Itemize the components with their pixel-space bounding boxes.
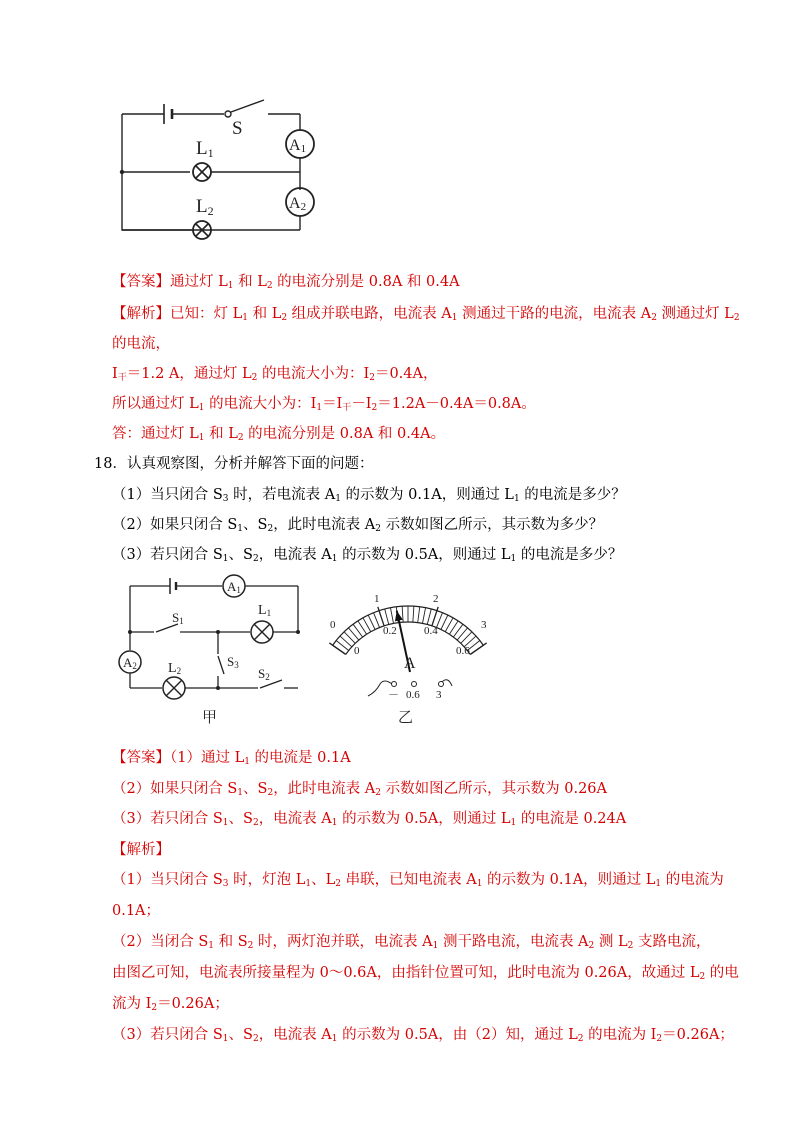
q18-analysis-line-2: 0.1A； <box>112 903 161 919</box>
jia-a1-label: A <box>227 579 237 594</box>
q17-analysis-line-2: 的电流， <box>112 336 170 352</box>
svg-text:L2: L2 <box>168 661 182 676</box>
q18-question: 18．认真观察图，分析并解答下面的问题： <box>94 456 374 472</box>
q18-analysis-line-3: （2）当闭合 $S_1$ 和 $S_2$ 时，两灯泡并联，电流表 $A_1$ 测干路电流，电流表 $A_2$ 测 $L_2$ 支路电流， <box>112 934 711 951</box>
svg-text:S3: S3 <box>227 654 239 670</box>
q17-analysis-line-4: 所以通过灯 $L_1$ 的电流大小为：$I_1=I_干-I_2=1.2A-0.4A=0.8A$。 <box>112 396 536 413</box>
caption-jia: 甲 <box>202 708 218 726</box>
svg-text:A2: A2 <box>123 655 137 671</box>
svg-text:A1: A1 <box>227 579 241 595</box>
ammeter-dial-figure-yi <box>318 580 498 730</box>
dial-tick <box>413 606 414 622</box>
svg-text:L2: L2 <box>196 196 214 218</box>
answer-tag: 【答案】 <box>112 274 170 290</box>
ammeter-a1-label: A <box>289 137 301 154</box>
jia-s1-label: S <box>172 610 180 625</box>
q18-analysis-line-5: 流为 $I_2=0.26A$； <box>112 996 229 1013</box>
outer-scale-3: 3 <box>481 619 487 631</box>
jia-s3-label: S <box>227 654 235 669</box>
caption-yi: 乙 <box>398 708 414 726</box>
q17-answer-text: 通过灯 $L_1$ 和 $L_2$ 的电流分别是 0.8A 和 0.4A <box>170 274 460 291</box>
q18-sub-question-3: （3）若只闭合 $S_1$、$S_2$，电流表 $A_1$ 的示数为 0.5A，则通过 $L_1$ 的电流是多少？ <box>112 547 623 564</box>
jia-l2-label: L <box>168 661 177 676</box>
svg-text:A2: A2 <box>289 195 307 213</box>
svg-text:S <box>232 118 243 139</box>
dial-tick <box>374 613 380 628</box>
q17-conclusion: 答：通过灯 $L_1$ 和 $L_2$ 的电流分别是 0.8A 和 0.4A。 <box>112 426 446 443</box>
lamp-l1-label: L <box>196 138 208 159</box>
jia-s2-label: S <box>258 666 266 681</box>
jia-l1-label: L <box>258 603 267 618</box>
dial-tick <box>423 608 426 624</box>
q18-analysis-line-4: 由图乙可知，电流表所接量程为 0～0.6A，由指针位置可知，此时电流为 0.26A，故通过 $L_2$ 的电 <box>112 965 739 982</box>
q18-analysis-tag: 【解析】 <box>112 842 170 858</box>
q18-sub-question-2: （2）如果只闭合 $S_1$、$S_2$，此时电流表 $A_2$ 示数如图乙所示，其示数为多少？ <box>112 517 604 534</box>
unit-label: A <box>404 655 416 672</box>
outer-scale-2: 2 <box>433 593 439 605</box>
dial-tick <box>368 615 375 629</box>
svg-text:L1: L1 <box>258 603 272 618</box>
terminal-minus: － <box>388 689 399 701</box>
outer-scale-0: 0 <box>330 619 336 631</box>
dial-tick <box>441 615 448 629</box>
q18-answer-1: 【答案】（1）通过 $L_1$ 的电流是 0.1A <box>112 750 351 767</box>
svg-text:S2: S2 <box>258 666 270 682</box>
dial-tick <box>385 609 389 624</box>
inner-scale-0: 0 <box>354 645 360 657</box>
analysis-tag: 【解析】 <box>112 306 170 322</box>
q18-answer-3: （3）若只闭合 $S_1$、$S_2$，电流表 $A_1$ 的示数为 0.5A，则通过 $L_1$ 的电流是 0.24A <box>112 811 627 828</box>
q18-answer-2: （2）如果只闭合 $S_1$、$S_2$，此时电流表 $A_2$ 示数如图乙所示，其示数为 0.26A <box>112 781 607 798</box>
lamp-l2-label: L <box>196 196 208 217</box>
q18-sub-question-1: （1）当只闭合 $S_3$ 时，若电流表 $A_1$ 的示数为 0.1A，则通过 $L_1$ 的电流是多少？ <box>112 487 626 504</box>
dial-tick <box>418 607 420 623</box>
dial-tick <box>390 608 393 624</box>
circuit-figure-jia <box>110 572 310 732</box>
ammeter-a2-label: A <box>289 195 301 212</box>
terminal-3: 3 <box>436 689 442 701</box>
svg-text:L1: L1 <box>196 138 214 160</box>
q17-analysis-line-1: 【解析】已知：灯 $L_1$ 和 $L_2$ 组成并联电路，电流表 $A_1$ 测通过干路的电流，电流表 $A_2$ 测通过灯 $L_2$ <box>112 306 740 323</box>
q18-analysis-line-6: （3）若只闭合 $S_1$、$S_2$，电流表 $A_1$ 的示数为 0.5A，由（2）知，通过 $L_2$ 的电流为 $I_2=0.26A$； <box>112 1027 734 1044</box>
terminal-0.6: 0.6 <box>406 689 420 701</box>
inner-scale-0.4: 0.4 <box>424 625 438 637</box>
switch-s-label: S <box>232 118 243 139</box>
q17-answer <box>112 272 460 292</box>
q17-analysis-line-3: $I_干=1.2$ A，通过灯 $L_2$ 的电流大小为：$I_2=0.4A$， <box>112 366 438 383</box>
outer-scale-1: 1 <box>374 593 380 605</box>
inner-scale-0.2: 0.2 <box>383 625 397 637</box>
svg-text:A1: A1 <box>289 137 307 155</box>
jia-a2-label: A <box>123 655 133 670</box>
q18-analysis-line-1: （1）当只闭合 $S_3$ 时，灯泡 $L_1$、$L_2$ 串联，已知电流表 $A_1$ 的示数为 0.1A，则通过 $L_1$ 的电流为 <box>112 872 724 889</box>
dial-tick <box>427 609 431 624</box>
inner-scale-0.6: 0.6 <box>456 645 470 657</box>
svg-text:S1: S1 <box>172 610 184 626</box>
q18-answer-tag: 【答案】 <box>112 750 170 766</box>
circuit-figure-1 <box>112 92 334 252</box>
